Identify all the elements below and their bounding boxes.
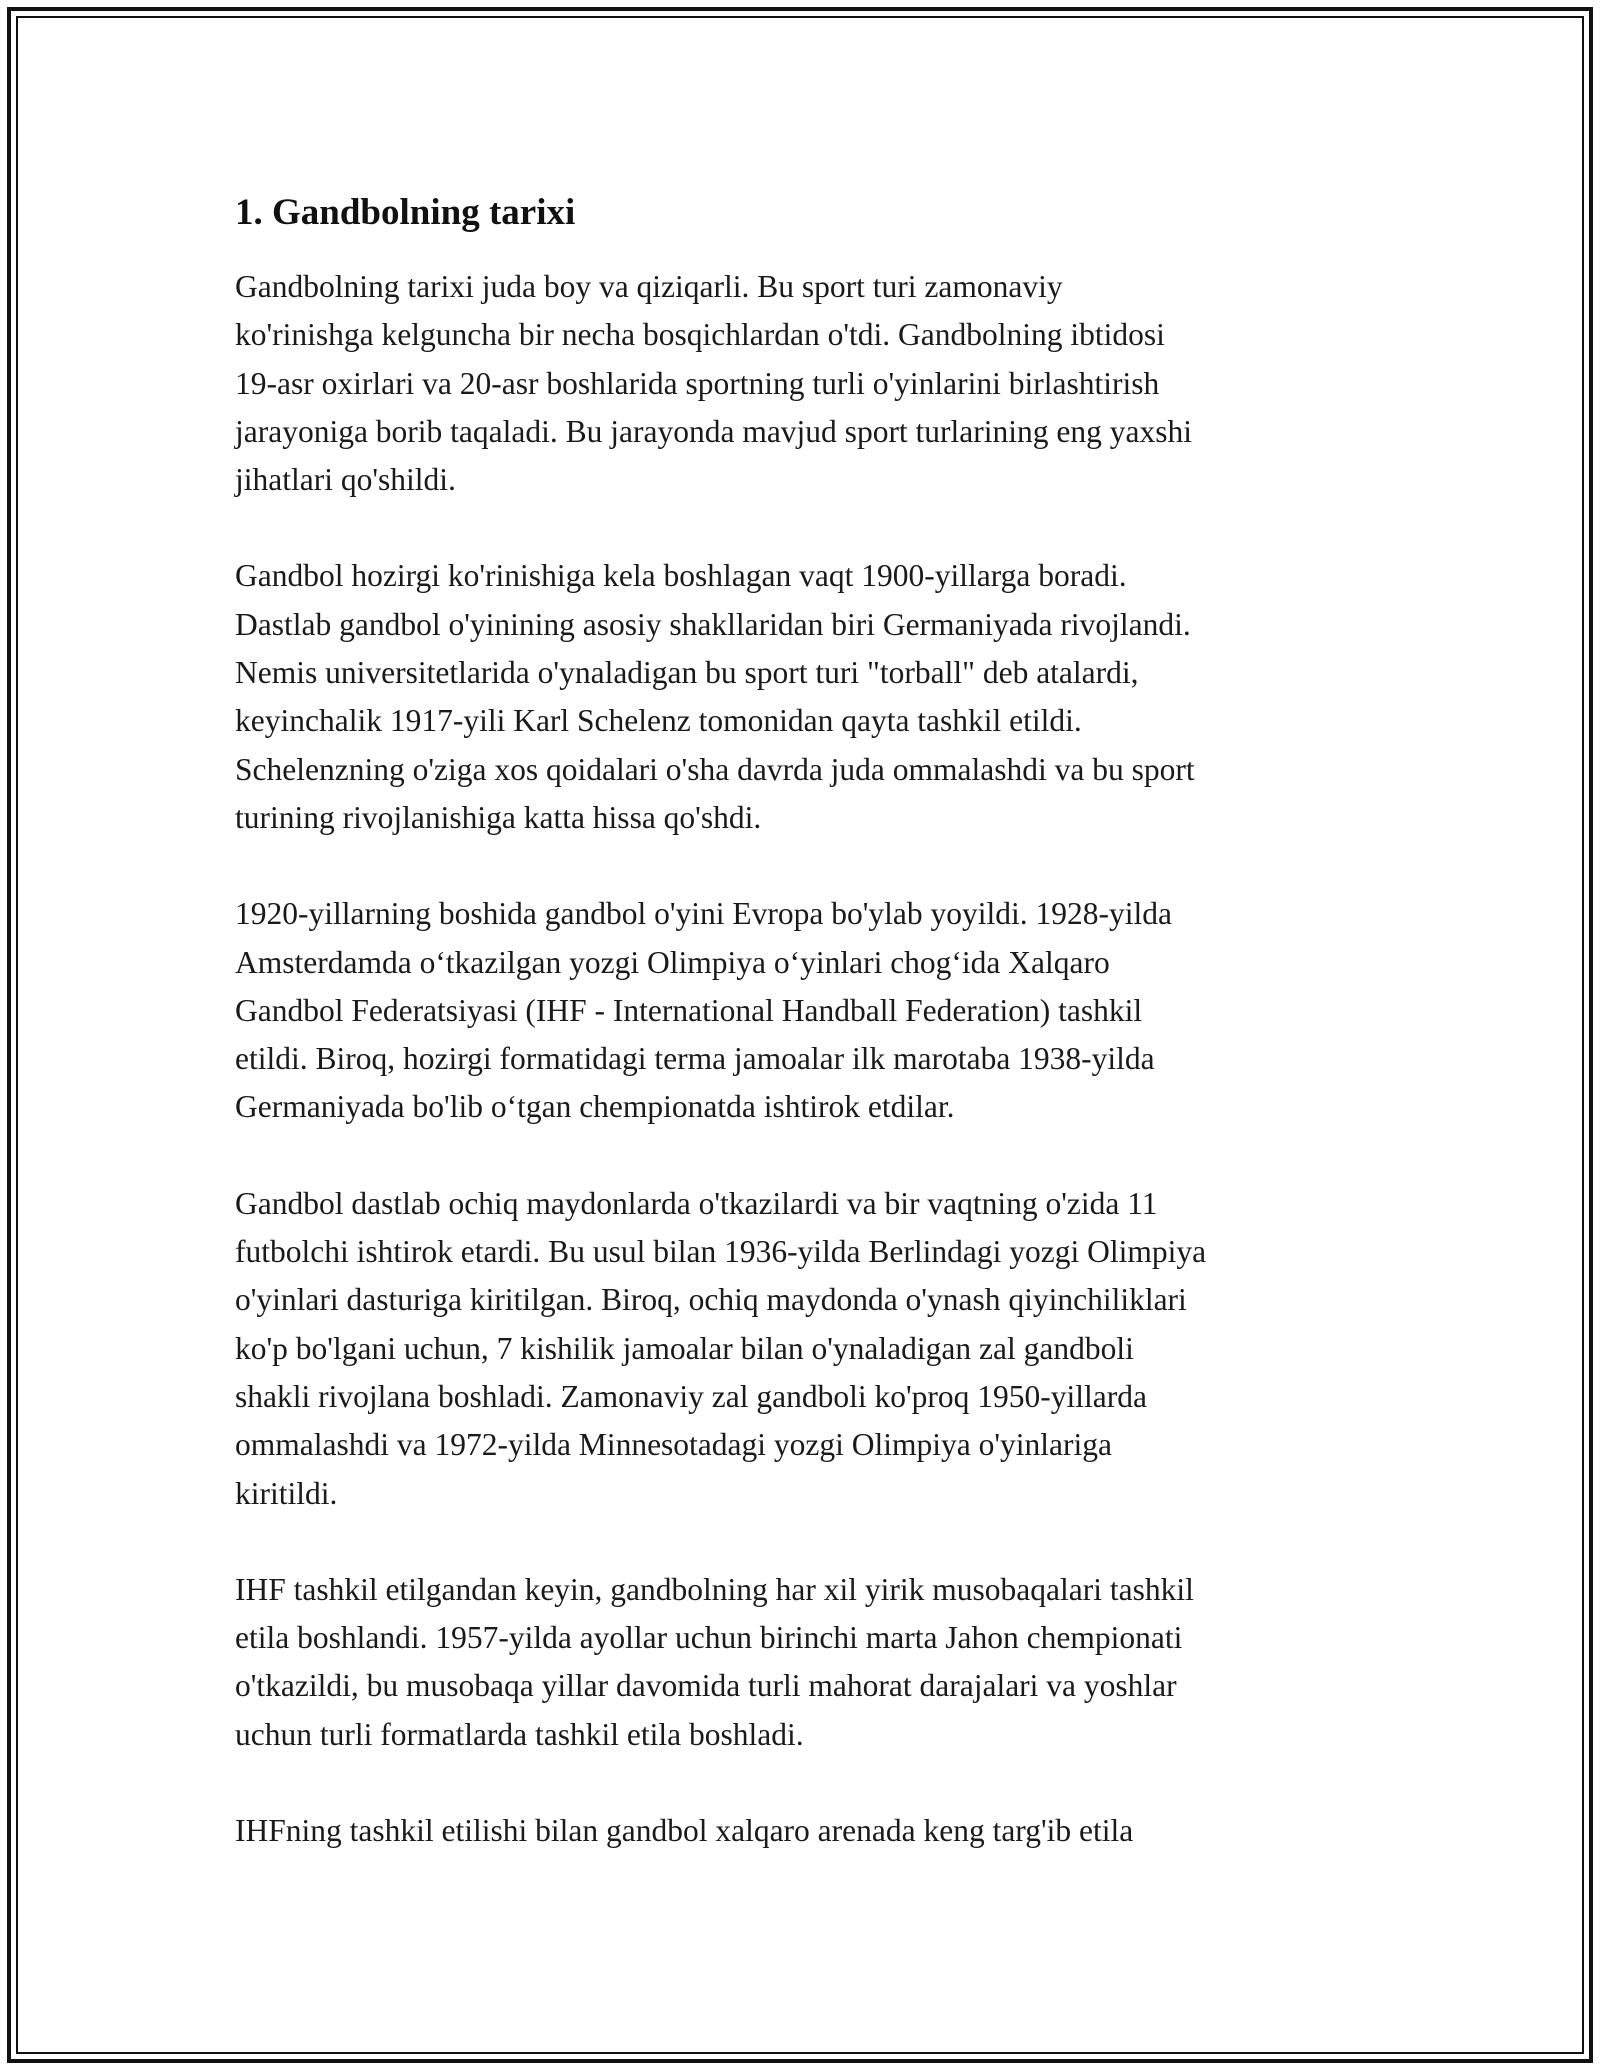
paragraph-3: 1920-yillarning boshida gandbol o'yini Evropa bo'ylab yoyildi. 1928-yilda Amsterdamda oʻtkazilgan yozgi Olimpiya oʻyinlari chogʻida Xalqaro Gandbol Federatsiyasi (IHF - International Handball Federation) tashkil etildi. Biroq, hozirgi formatidagi terma jamoalar ilk marotaba 1938-yilda Germaniyada bo'lib oʻtgan chempionatda ishtirok etdilar. [235, 896, 1172, 1125]
document-page [235, 183, 1375, 1903]
paragraph-6: IHFning tashkil etilishi bilan gandbol xalqaro arenada keng targ'ib etila [235, 1813, 1134, 1849]
paragraph-1: Gandbolning tarixi juda boy va qiziqarli. Bu sport turi zamonaviy ko'rinishga kelguncha bir necha bosqichlardan o'tdi. Gandbolning ibtidosi 19-asr oxirlari va 20-asr boshlarida sportning turli o'yinlarini birlashtirish jarayoniga borib taqaladi. Bu jarayonda mavjud sport turlarining eng yaxshi jihatlari qo'shildi. [235, 269, 1192, 498]
section-title: 1. Gandbolning tarixi [235, 192, 576, 233]
paragraph-2: Gandbol hozirgi ko'rinishiga kela boshlagan vaqt 1900-yillarga boradi. Dastlab gandbol o'yinining asosiy shakllaridan biri Germaniyada rivojlandi. Nemis universitetlarida o'ynaladigan bu sport turi "torball" deb atalardi, keyinchalik 1917-yili Karl Schelenz tomonidan qayta tashkil etildi. Schelenzning o'ziga xos qoidalari o'sha davrda juda ommalashdi va bu sport turining rivojlanishiga katta hissa qo'shdi. [235, 558, 1195, 835]
document-body [235, 263, 1375, 1855]
paragraph-5: IHF tashkil etilgandan keyin, gandbolning har xil yirik musobaqalari tashkil etila boshlandi. 1957-yilda ayollar uchun birinchi marta Jahon chempionati o'tkazildi, bu musobaqa yillar davomida turli mahorat darajalari va yoshlar uchun turli formatlarda tashkil etila boshladi. [235, 1571, 1194, 1752]
paragraph-4: Gandbol dastlab ochiq maydonlarda o'tkazilardi va bir vaqtning o'zida 11 futbolchi ishtirok etardi. Bu usul bilan 1936-yilda Berlindagi yozgi Olimpiya o'yinlari dasturiga kiritilgan. Biroq, ochiq maydonda o'ynash qiyinchiliklari ko'p bo'lgani uchun, 7 kishilik jamoalar bilan o'ynaladigan zal gandboli shakli rivojlana boshladi. Zamonaviy zal gandboli ko'proq 1950-yillarda ommalashdi va 1972-yilda Minnesotadagi yozgi Olimpiya o'yinlariga kiritildi. [235, 1185, 1207, 1511]
